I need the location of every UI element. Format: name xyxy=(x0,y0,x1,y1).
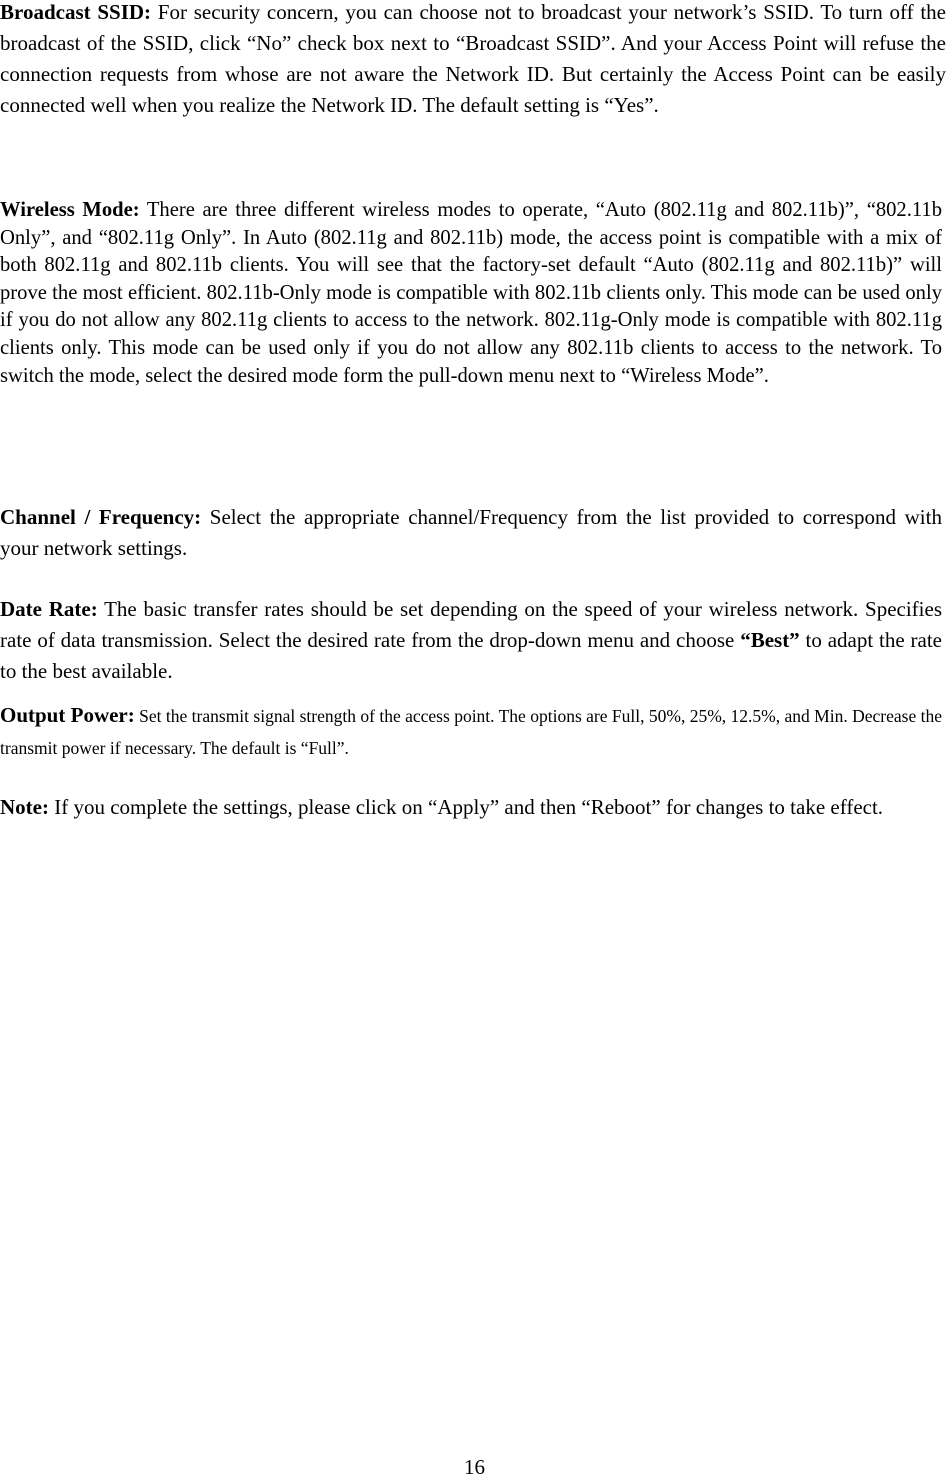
text-date-rate-after: to adapt the rate to the best available. xyxy=(0,628,943,683)
text-output-power: Set the transmit signal strength of the access point. The options are Full, 50%, 25%, 12.5%, and Min. Decrease the transmit power if necessary. The default is “Full”. xyxy=(0,706,942,758)
paragraph-broadcast-ssid xyxy=(0,0,946,121)
text-wireless-mode: There are three different wireless modes to operate, “Auto (802.11g and 802.11b)”, “802.11b Only”, and “802.11g Only”. In Auto (802.11g and 802.11b) mode, the access point is compatible with a mix of both 802.11g and 802.11b clients. You will see that the factory-set default “Auto (802.11g and 802.11b)” will prove the most efficient. 802.11b-Only mode is compatible with 802.11b clients only. This mode can be used only if you do not allow any 802.11g clients to access to the network. 802.11g-Only mode is compatible with 802.11g clients only. This mode can be used only if you do not allow any 802.11b clients to access to the network. To switch the mode, select the desired mode form the pull-down menu next to “Wireless Mode”. xyxy=(0,199,943,387)
text-broadcast-ssid: For security concern, you can choose not to broadcast your network’s SSID. To turn off the broadcast of the SSID, click “No” check box next to “Broadcast SSID”. And your Access Point will refuse the connection requests from whose are not aware the Network ID. But certainly the Access Point can be easily connected well when you realize the Network ID. The default setting is “Yes”. xyxy=(0,0,946,117)
term-wireless-mode: Wireless Mode: xyxy=(0,199,140,221)
term-broadcast-ssid: Broadcast SSID: xyxy=(0,0,152,24)
text-note: If you complete the settings, please click on “Apply” and then “Reboot” for changes to take effect. xyxy=(48,795,884,819)
term-date-rate: Date Rate: xyxy=(0,597,98,621)
text-date-rate-before: The basic transfer rates should be set depending on the speed of your wireless network. Specifies rate of data transmission. Select the desired rate from the drop-down menu and choose xyxy=(0,597,942,652)
paragraph-note xyxy=(0,792,942,823)
paragraph-wireless-mode xyxy=(0,197,942,390)
term-output-power: Output Power: xyxy=(0,703,135,727)
term-note: Note: xyxy=(0,795,49,819)
page-number: 16 xyxy=(464,1455,485,1479)
paragraph-output-power xyxy=(0,700,942,764)
emphasis-best: “Best” xyxy=(740,628,800,652)
text-channel-frequency: Select the appropriate channel/Frequency from the list provided to correspond with your network settings. xyxy=(0,505,942,560)
paragraph-date-rate xyxy=(0,594,942,687)
term-channel-frequency: Channel / Frequency: xyxy=(0,505,202,529)
paragraph-channel-frequency xyxy=(0,502,942,564)
